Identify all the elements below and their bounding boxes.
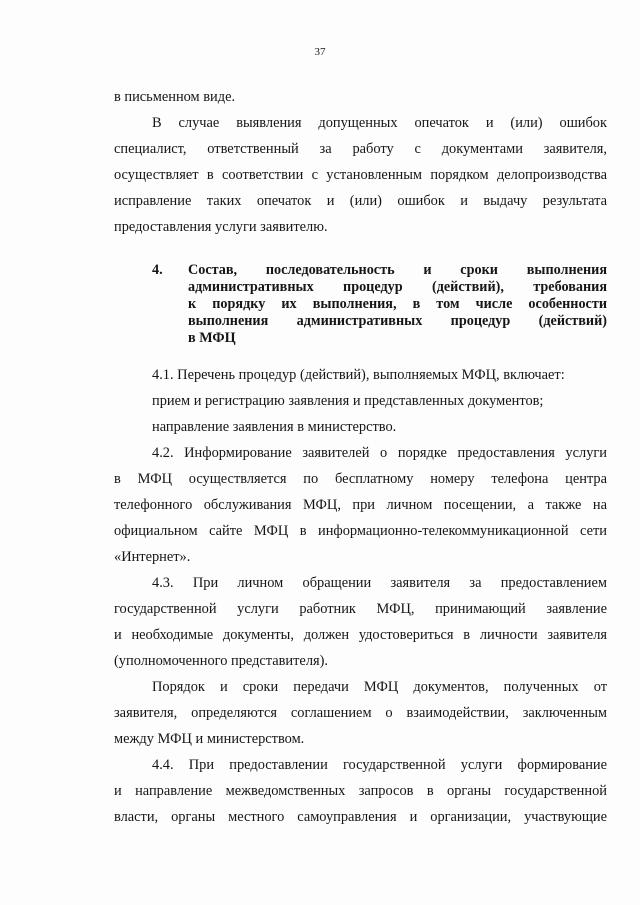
section-heading-line: выполнения административных процедур (действий) — [188, 313, 607, 329]
text-line: в МФЦ осуществляется по бесплатному номеру телефона центра — [114, 471, 607, 487]
text-line: прием и регистрацию заявления и представленных документов; — [152, 393, 544, 409]
section-heading-line: административных процедур (действий), требования — [188, 279, 607, 295]
text-line: специалист, ответственный за работу с документами заявителя, — [114, 141, 607, 157]
text-line: между МФЦ и министерством. — [114, 731, 305, 747]
section-heading-line: Состав, последовательность и сроки выполнения — [188, 262, 607, 278]
text-line: 4.2. Информирование заявителей о порядке предоставления услуги — [152, 445, 607, 461]
text-line: власти, органы местного самоуправления и организации, участвующие — [114, 809, 607, 825]
text-line: (уполномоченного представителя). — [114, 653, 329, 669]
text-line: телефонного обслуживания МФЦ, при личном посещении, а также на — [114, 497, 607, 513]
section-number: 4. — [152, 262, 163, 278]
page-number: 37 — [314, 46, 326, 58]
section-heading-line: к порядку их выполнения, в том числе особенности — [188, 296, 607, 312]
text-line: осуществляет в соответствии с установленным порядком делопроизводства — [114, 167, 607, 183]
text-line: и направление межведомственных запросов в органы государственной — [114, 783, 607, 799]
text-line: предоставления услуги заявителю. — [114, 219, 328, 235]
text-line: заявителя, определяются соглашением о взаимодействии, заключенным — [114, 705, 607, 721]
text-line: направление заявления в министерство. — [152, 419, 397, 435]
text-line: государственной услуги работник МФЦ, принимающий заявление — [114, 601, 607, 617]
text-line: 4.3. При личном обращении заявителя за предоставлением — [152, 575, 607, 591]
text-line: исправление таких опечаток и (или) ошибок и выдачу результата — [114, 193, 607, 209]
section-heading-line: в МФЦ — [188, 330, 236, 346]
text-line: В случае выявления допущенных опечаток и (или) ошибок — [152, 115, 607, 131]
text-line: и необходимые документы, должен удостовериться в личности заявителя — [114, 627, 607, 643]
text-line: в письменном виде. — [114, 89, 236, 105]
text-line: 4.4. При предоставлении государственной услуги формирование — [152, 757, 607, 773]
text-line: официальном сайте МФЦ в информационно-телекоммуникационной сети — [114, 523, 607, 539]
text-line: 4.1. Перечень процедур (действий), выполняемых МФЦ, включает: — [152, 367, 565, 383]
text-line: Порядок и сроки передачи МФЦ документов, полученных от — [152, 679, 607, 695]
text-line: «Интернет». — [114, 549, 191, 565]
